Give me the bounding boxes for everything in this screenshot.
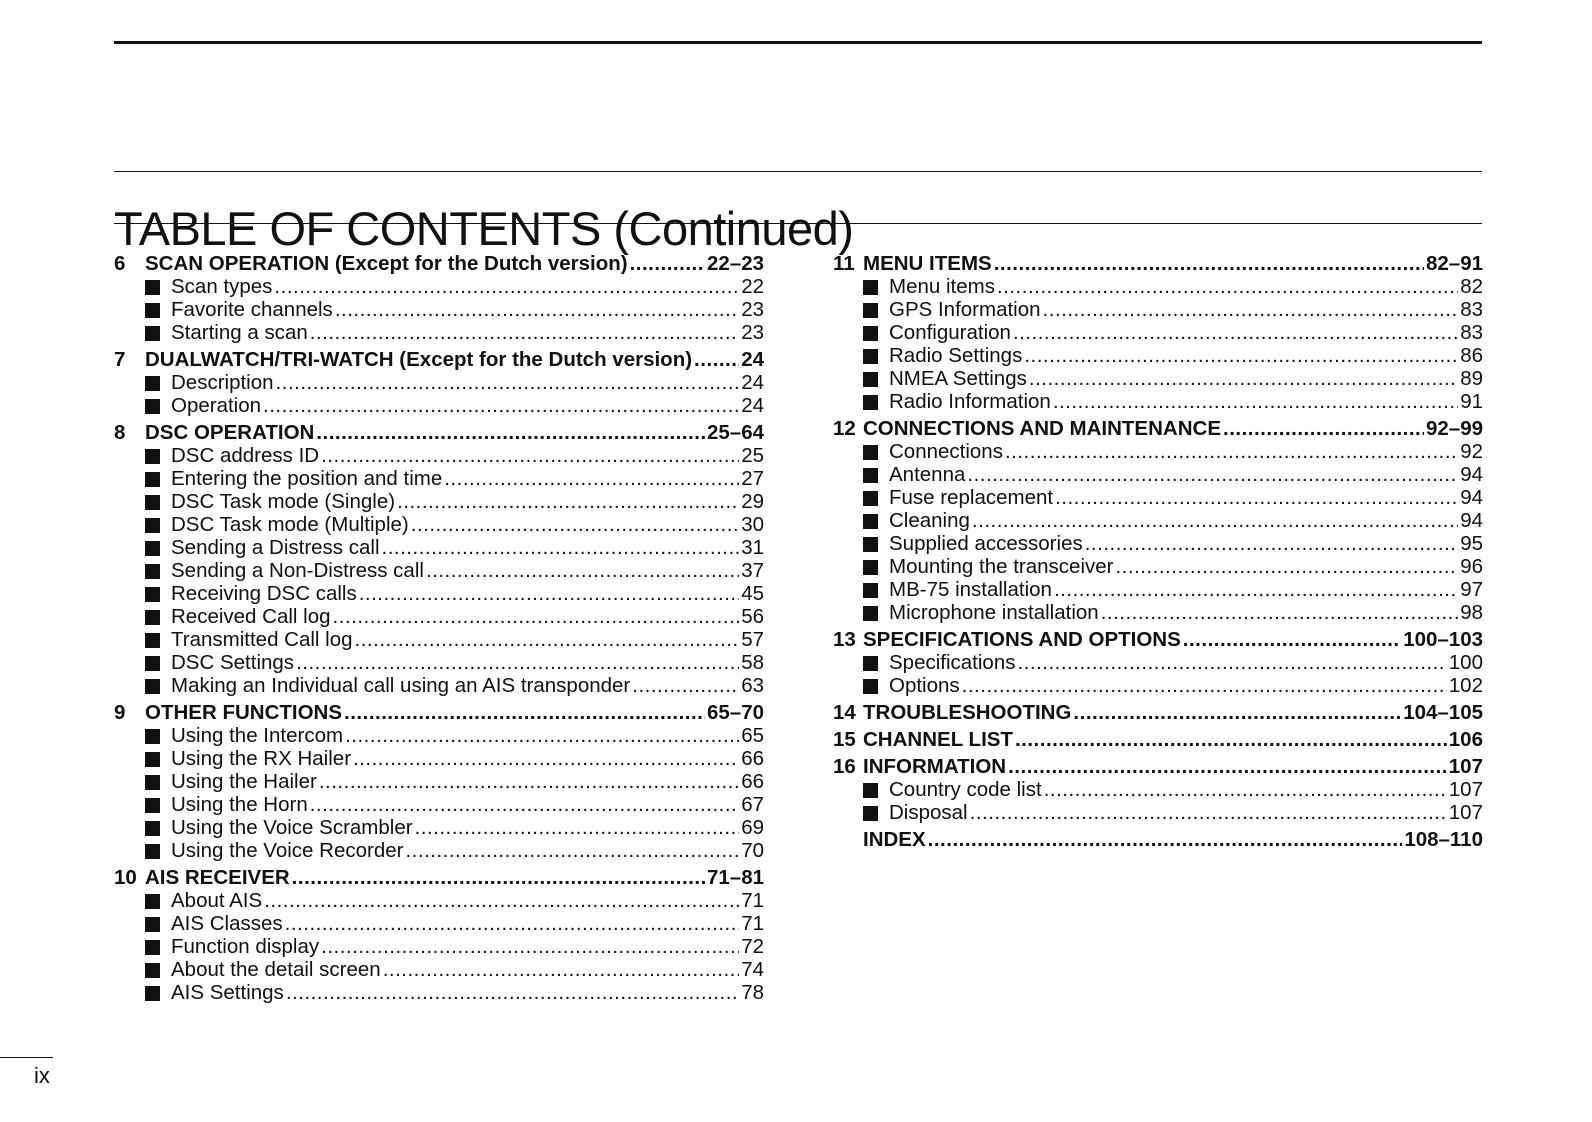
toc-item[interactable] (833, 486, 1483, 509)
dot-leader (286, 981, 739, 1004)
toc-item[interactable] (833, 440, 1483, 463)
square-bullet-icon (145, 495, 160, 510)
section-number: 12 (833, 417, 856, 440)
square-bullet-icon (863, 468, 878, 483)
toc-item[interactable] (114, 582, 764, 605)
square-bullet-icon (145, 844, 160, 859)
toc-section[interactable] (833, 828, 1483, 851)
item-page: 107 (1448, 801, 1483, 824)
toc-item[interactable] (833, 509, 1483, 532)
section-pages: 65–70 (706, 701, 764, 724)
square-bullet-icon (145, 940, 160, 955)
item-label: Using the Voice Recorder (171, 839, 404, 862)
item-page: 70 (741, 839, 764, 862)
item-label: Sending a Non-Distress call (171, 559, 424, 582)
section-number: 7 (114, 348, 126, 371)
square-bullet-icon (145, 798, 160, 813)
dot-leader (353, 747, 739, 770)
item-page: 97 (1460, 578, 1483, 601)
toc-item[interactable] (833, 674, 1483, 697)
item-page: 89 (1460, 367, 1483, 390)
square-bullet-icon (145, 894, 160, 909)
dot-leader (994, 252, 1424, 275)
item-page: 24 (741, 394, 764, 417)
item-page: 27 (741, 467, 764, 490)
square-bullet-icon (145, 775, 160, 790)
item-page: 92 (1460, 440, 1483, 463)
square-bullet-icon (145, 752, 160, 767)
square-bullet-icon (863, 280, 878, 295)
square-bullet-icon (145, 610, 160, 625)
toc-item[interactable] (114, 536, 764, 559)
dot-leader (264, 889, 739, 912)
section-title: INDEX (863, 828, 926, 851)
dot-leader (1029, 367, 1458, 390)
square-bullet-icon (145, 449, 160, 464)
item-label: Country code list (889, 778, 1042, 801)
section-pages: 25–64 (706, 421, 764, 444)
toc-section[interactable] (833, 701, 1483, 724)
toc-section[interactable] (114, 252, 764, 275)
title-top-rule (114, 171, 1482, 172)
item-page: 24 (741, 371, 764, 394)
dot-leader (1017, 651, 1446, 674)
item-label: Radio Information (889, 390, 1051, 413)
dot-leader (1005, 440, 1458, 463)
item-label: Starting a scan (171, 321, 308, 344)
section-title: TROUBLESHOOTING (863, 701, 1072, 724)
toc-item[interactable] (833, 463, 1483, 486)
dot-leader (292, 866, 705, 889)
item-label: GPS Information (889, 298, 1041, 321)
item-label: Sending a Distress call (171, 536, 380, 559)
item-label: Scan types (171, 275, 273, 298)
toc-item[interactable] (114, 559, 764, 582)
item-page: 96 (1460, 555, 1483, 578)
item-label: Using the RX Hailer (171, 747, 352, 770)
dot-leader (928, 828, 1403, 851)
toc-item[interactable] (114, 674, 764, 697)
item-label: Using the Horn (171, 793, 308, 816)
item-page: 102 (1448, 674, 1483, 697)
section-title: INFORMATION (863, 755, 1007, 778)
dot-leader (310, 793, 739, 816)
square-bullet-icon (145, 917, 160, 932)
dot-leader (383, 958, 739, 981)
dot-leader (345, 724, 739, 747)
item-label: Specifications (889, 651, 1016, 674)
item-page: 66 (741, 747, 764, 770)
section-title: SCAN OPERATION (Except for the Dutch version) (145, 252, 628, 275)
square-bullet-icon (863, 656, 878, 671)
section-title: MENU ITEMS (863, 252, 992, 275)
item-page: 65 (741, 724, 764, 747)
square-bullet-icon (145, 656, 160, 671)
square-bullet-icon (863, 514, 878, 529)
toc-item[interactable] (833, 390, 1483, 413)
item-page: 22 (741, 275, 764, 298)
dot-leader (359, 582, 739, 605)
item-page: 25 (741, 444, 764, 467)
dot-leader (426, 559, 739, 582)
square-bullet-icon (863, 303, 878, 318)
item-label: Configuration (889, 321, 1011, 344)
item-page: 57 (741, 628, 764, 651)
dot-leader (1073, 701, 1401, 724)
square-bullet-icon (863, 679, 878, 694)
toc-item[interactable] (114, 724, 764, 747)
square-bullet-icon (145, 326, 160, 341)
section-number: 9 (114, 701, 126, 724)
item-page: 83 (1460, 321, 1483, 344)
toc-section[interactable] (833, 755, 1483, 778)
toc-section[interactable] (833, 417, 1483, 440)
section-title: OTHER FUNCTIONS (145, 701, 343, 724)
item-label: DSC Task mode (Single) (171, 490, 396, 513)
toc-item[interactable] (114, 889, 764, 912)
section-pages: 22–23 (706, 252, 764, 275)
item-page: 100 (1448, 651, 1483, 674)
dot-leader (321, 935, 739, 958)
item-page: 72 (741, 935, 764, 958)
square-bullet-icon (863, 806, 878, 821)
toc-section[interactable] (833, 728, 1483, 751)
item-label: Connections (889, 440, 1003, 463)
item-page: 82 (1460, 275, 1483, 298)
dot-leader (274, 275, 739, 298)
dot-leader (1013, 321, 1458, 344)
section-pages: 100–103 (1403, 628, 1483, 651)
toc-left-column (114, 252, 764, 1004)
toc-item[interactable] (114, 628, 764, 651)
toc-item[interactable] (114, 394, 764, 417)
item-label: MB-75 installation (889, 578, 1052, 601)
item-page: 30 (741, 513, 764, 536)
square-bullet-icon (863, 560, 878, 575)
section-title: DUALWATCH/TRI-WATCH (Except for the Dutch version) (145, 348, 693, 371)
square-bullet-icon (145, 564, 160, 579)
item-label: NMEA Settings (889, 367, 1027, 390)
section-pages: 92–99 (1425, 417, 1483, 440)
item-label: Making an Individual call using an AIS transponder (171, 674, 631, 697)
item-page: 29 (741, 490, 764, 513)
toc-item[interactable] (114, 839, 764, 862)
dot-leader (319, 770, 739, 793)
item-page: 98 (1460, 601, 1483, 624)
item-page: 23 (741, 298, 764, 321)
toc-item[interactable] (114, 747, 764, 770)
item-label: Microphone installation (889, 601, 1099, 624)
item-page: 107 (1448, 778, 1483, 801)
item-page: 23 (741, 321, 764, 344)
section-title: DSC OPERATION (145, 421, 315, 444)
item-label: Mounting the transceiver (889, 555, 1114, 578)
item-label: About the detail screen (171, 958, 381, 981)
dot-leader (411, 513, 739, 536)
item-label: Supplied accessories (889, 532, 1083, 555)
item-page: 58 (741, 651, 764, 674)
square-bullet-icon (863, 783, 878, 798)
square-bullet-icon (863, 349, 878, 364)
toc-item[interactable] (114, 371, 764, 394)
item-label: Favorite channels (171, 298, 333, 321)
toc-section[interactable] (114, 421, 764, 444)
dot-leader (263, 394, 739, 417)
toc-item[interactable] (114, 793, 764, 816)
dot-leader (285, 912, 740, 935)
footer-rule (0, 1057, 53, 1058)
item-label: Menu items (889, 275, 995, 298)
item-page: 56 (741, 605, 764, 628)
square-bullet-icon (145, 399, 160, 414)
toc-item[interactable] (114, 958, 764, 981)
dot-leader (1053, 390, 1458, 413)
square-bullet-icon (145, 303, 160, 318)
section-number: 15 (833, 728, 856, 751)
item-page: 67 (741, 793, 764, 816)
dot-leader (1183, 628, 1401, 651)
toc-item[interactable] (114, 490, 764, 513)
item-label: Antenna (889, 463, 966, 486)
section-pages: 104–105 (1403, 701, 1483, 724)
section-pages: 107 (1448, 755, 1483, 778)
item-label: Function display (171, 935, 320, 958)
section-title: AIS RECEIVER (145, 866, 290, 889)
item-page: 45 (741, 582, 764, 605)
item-page: 37 (741, 559, 764, 582)
toc-item[interactable] (114, 298, 764, 321)
item-label: Transmitted Call log (171, 628, 353, 651)
dot-leader (1044, 778, 1447, 801)
item-label: Fuse replacement (889, 486, 1054, 509)
square-bullet-icon (145, 679, 160, 694)
dot-leader (970, 801, 1447, 824)
dot-leader (397, 490, 739, 513)
toc-item[interactable] (833, 578, 1483, 601)
dot-leader (630, 252, 705, 275)
item-page: 94 (1460, 486, 1483, 509)
item-page: 69 (741, 816, 764, 839)
square-bullet-icon (863, 606, 878, 621)
item-label: Options (889, 674, 960, 697)
section-number: 10 (114, 866, 137, 889)
toc-item[interactable] (833, 778, 1483, 801)
toc-item[interactable] (114, 816, 764, 839)
dot-leader (316, 421, 705, 444)
toc-section[interactable] (114, 348, 764, 371)
item-page: 71 (741, 912, 764, 935)
title-bottom-rule (114, 223, 1482, 224)
dot-leader (694, 348, 739, 371)
toc-item[interactable] (114, 444, 764, 467)
section-number: 14 (833, 701, 856, 724)
dot-leader (1115, 555, 1458, 578)
square-bullet-icon (863, 491, 878, 506)
toc-item[interactable] (114, 651, 764, 674)
square-bullet-icon (145, 729, 160, 744)
toc-section[interactable] (833, 252, 1483, 275)
section-pages: 108–110 (1404, 828, 1483, 851)
toc-item[interactable] (114, 770, 764, 793)
toc-item[interactable] (833, 344, 1483, 367)
dot-leader (1024, 344, 1458, 367)
dot-leader (335, 298, 739, 321)
item-label: DSC Settings (171, 651, 295, 674)
dot-leader (382, 536, 740, 559)
square-bullet-icon (145, 376, 160, 391)
item-label: About AIS (171, 889, 263, 912)
dot-leader (276, 371, 740, 394)
dot-leader (1085, 532, 1458, 555)
dot-leader (405, 839, 739, 862)
toc-item[interactable] (114, 912, 764, 935)
item-page: 74 (741, 958, 764, 981)
dot-leader (415, 816, 740, 839)
dot-leader (1055, 486, 1458, 509)
dot-leader (1008, 755, 1447, 778)
toc-item[interactable] (833, 555, 1483, 578)
square-bullet-icon (145, 963, 160, 978)
dot-leader (972, 509, 1458, 532)
dot-leader (967, 463, 1458, 486)
top-rule (114, 41, 1482, 44)
dot-leader (1043, 298, 1459, 321)
toc-item[interactable] (114, 321, 764, 344)
square-bullet-icon (863, 537, 878, 552)
dot-leader (355, 628, 740, 651)
dot-leader (1015, 728, 1447, 751)
toc-item[interactable] (833, 801, 1483, 824)
toc-item[interactable] (833, 601, 1483, 624)
page-number: ix (34, 1063, 50, 1088)
square-bullet-icon (145, 587, 160, 602)
section-pages: 24 (741, 348, 764, 371)
dot-leader (962, 674, 1447, 697)
item-page: 71 (741, 889, 764, 912)
section-title: CONNECTIONS AND MAINTENANCE (863, 417, 1221, 440)
item-label: Cleaning (889, 509, 970, 532)
toc-item[interactable] (833, 651, 1483, 674)
dot-leader (997, 275, 1458, 298)
item-label: DSC address ID (171, 444, 320, 467)
item-label: Receiving DSC calls (171, 582, 357, 605)
square-bullet-icon (863, 326, 878, 341)
item-label: DSC Task mode (Multiple) (171, 513, 409, 536)
item-label: Operation (171, 394, 262, 417)
toc-item[interactable] (833, 321, 1483, 344)
square-bullet-icon (145, 541, 160, 556)
section-title: CHANNEL LIST (863, 728, 1013, 751)
item-page: 91 (1460, 390, 1483, 413)
section-number: 13 (833, 628, 856, 651)
item-label: Received Call log (171, 605, 331, 628)
toc-section[interactable] (114, 701, 764, 724)
dot-leader (1101, 601, 1459, 624)
square-bullet-icon (863, 372, 878, 387)
toc-section[interactable] (833, 628, 1483, 651)
item-page: 95 (1460, 532, 1483, 555)
item-label: Using the Intercom (171, 724, 344, 747)
square-bullet-icon (145, 472, 160, 487)
square-bullet-icon (863, 445, 878, 460)
section-number: 11 (833, 252, 855, 275)
toc-item[interactable] (114, 605, 764, 628)
dot-leader (310, 321, 739, 344)
item-label: Description (171, 371, 274, 394)
section-pages: 82–91 (1425, 252, 1483, 275)
item-page: 63 (741, 674, 764, 697)
toc-item[interactable] (114, 935, 764, 958)
item-page: 78 (741, 981, 764, 1004)
square-bullet-icon (145, 821, 160, 836)
dot-leader (632, 674, 739, 697)
section-number: 16 (833, 755, 856, 778)
section-number: 6 (114, 252, 126, 275)
page-title: TABLE OF CONTENTS (Continued) (114, 202, 854, 256)
square-bullet-icon (863, 395, 878, 410)
item-label: AIS Classes (171, 912, 283, 935)
dot-leader (321, 444, 739, 467)
dot-leader (1223, 417, 1424, 440)
item-page: 94 (1460, 509, 1483, 532)
square-bullet-icon (145, 986, 160, 1001)
square-bullet-icon (145, 633, 160, 648)
item-label: Using the Hailer (171, 770, 317, 793)
item-page: 31 (741, 536, 764, 559)
toc-right-column (833, 252, 1483, 851)
item-label: AIS Settings (171, 981, 284, 1004)
dot-leader (444, 467, 739, 490)
section-pages: 106 (1448, 728, 1483, 751)
dot-leader (1054, 578, 1458, 601)
section-title: SPECIFICATIONS AND OPTIONS (863, 628, 1181, 651)
toc-item[interactable] (833, 275, 1483, 298)
toc-section[interactable] (114, 866, 764, 889)
toc-item[interactable] (114, 513, 764, 536)
section-number: 8 (114, 421, 126, 444)
item-label: Entering the position and time (171, 467, 443, 490)
dot-leader (344, 701, 705, 724)
square-bullet-icon (145, 280, 160, 295)
toc-item[interactable] (833, 532, 1483, 555)
item-page: 83 (1460, 298, 1483, 321)
item-page: 86 (1460, 344, 1483, 367)
section-pages: 71–81 (706, 866, 764, 889)
item-label: Radio Settings (889, 344, 1023, 367)
toc-item[interactable] (114, 275, 764, 298)
item-page: 94 (1460, 463, 1483, 486)
toc-item[interactable] (833, 298, 1483, 321)
toc-item[interactable] (114, 467, 764, 490)
square-bullet-icon (863, 583, 878, 598)
toc-item[interactable] (114, 981, 764, 1004)
item-label: Disposal (889, 801, 968, 824)
dot-leader (333, 605, 740, 628)
item-label: Using the Voice Scrambler (171, 816, 413, 839)
item-page: 66 (741, 770, 764, 793)
square-bullet-icon (145, 518, 160, 533)
toc-item[interactable] (833, 367, 1483, 390)
dot-leader (296, 651, 739, 674)
